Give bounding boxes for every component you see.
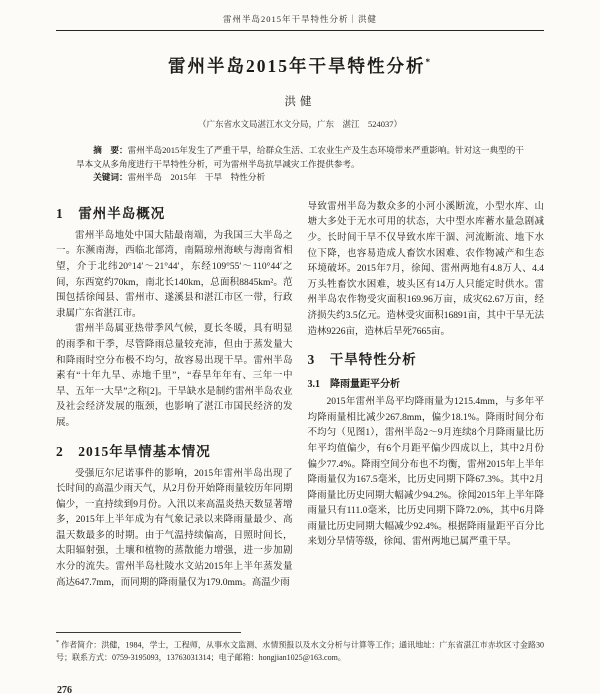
abstract-text: 雷州半岛2015年发生了严重干旱，给群众生活、工农业生产及生态环境带来严重影响。针对这一典型的干旱本文从多角度进行干旱特性分析，可为雷州半岛抗旱减灾工作提供参考。 <box>76 145 524 169</box>
running-header <box>0 0 600 25</box>
section-3-heading: 3 干旱特性分析 <box>307 352 417 368</box>
section-1-paragraph-1: 雷州半岛地处中国大陆最南端，为我国三大半岛之一。东濒南海，西临北部湾，南隔琼州海峡与海南省相望，介于北纬20°14′～21°44′，东经109°55′～110°44′之间，东西宽约70km，南北长140km，总面积8845km²。范围包括徐闻县、雷州市、遂溪县和湛江市区一带，行政隶属广东省湛江市。 <box>56 230 293 319</box>
two-column-body <box>56 200 544 624</box>
keywords-label: 关键词： <box>93 172 128 183</box>
abstract-block <box>76 144 524 185</box>
header-divider <box>56 30 544 31</box>
section-2-paragraph-2: 导致雷州半岛为数众多的小河小溪断流，小型水库、山塘大多处于无水可用的状态，大中型水库蓄水量急剧减少。长时间干旱不仅导致水库干涸、河流断流、地下水位下降，也容易造成人畜饮水困难、农作物减产和生态环境破坏。2015年7月，徐闻、雷州两地有4.8万人、4.4万头牲畜饮水困难，坡头区有14万人只能定时供水。雷州半岛农作物受灾面积169.96万亩，成灾62.67万亩，经济损失约3.5亿元。造林受灾面积16891亩，其中干旱无法造林9226亩，造林后旱死7665亩。 <box>307 201 544 337</box>
section-3-1-heading: 3.1 降雨量距平分析 <box>307 379 400 391</box>
section-1-paragraph-2: 雷州半岛属亚热带季风气候，夏长冬暖，具有明显的雨季和干季，尽管降雨总量较充沛，但由于蒸发量大和降雨时空分布极不均匀，故容易出现干旱。雷州半岛素有“十年九旱、赤地千里”，“春旱年年有、三年一中旱、五年一大旱”之称[2]。干旱缺水是制约雷州半岛农业及社会经济发展的瓶颈，也影响了湛江市国民经济的发展。 <box>56 324 293 428</box>
section-2-heading: 2 2015年旱情基本情况 <box>56 443 211 459</box>
running-header-text: 雷州半岛2015年干旱特性分析｜洪健 <box>222 14 377 24</box>
author-name: 洪健 <box>284 96 316 108</box>
abstract-label: 摘 要： <box>93 145 128 155</box>
author-affiliation: （广东省水文局湛江水文分局，广东 湛江 524037） <box>197 119 402 129</box>
footnote-divider <box>56 632 241 633</box>
left-column <box>56 200 293 624</box>
section-1-heading: 1 雷州半岛概况 <box>56 205 166 221</box>
page-content <box>56 53 544 624</box>
footnote-area <box>56 632 544 665</box>
section-2-paragraph-1: 受强厄尔尼诺事件的影响，2015年雷州半岛出现了长时间的高温少雨天气，从2月份开始降雨量较历年同期偏少，一直持续到9月份。入汛以来高温炎热天数显著增多，2015年上半年成为有气象记录以来降雨量最少、高温天数最多的时期。由于气温持续偏高，日照时间长，太阳辐射强，土壤和植物的蒸散能力增强，进一步加剧水分的流失。雷州半岛杜陵水文站2015年上半年蒸发量高达647.7mm，而同期的降雨量仅为179.0mm。高温少雨 <box>56 468 293 588</box>
paper-title-text: 雷州半岛2015年干旱特性分析 <box>168 56 426 76</box>
footnote-text: 作者简介：洪健，1984，学士，工程师，从事水文监测、水情预报以及水文分析与计算等工作；通讯地址：广东省湛江市赤坎区寸金路30号；联系方式：0759-3195093，13763031314；电子邮箱：hongjian1025@163.com。 <box>56 640 545 663</box>
title-footnote-mark: * <box>425 57 432 68</box>
footnote <box>56 637 544 665</box>
footnote-marker: * <box>56 640 59 646</box>
right-column <box>308 200 545 624</box>
section-3-1-paragraph-1: 2015年雷州半岛平均降雨量为1215.4mm，与多年平均降雨量相比减少267.8mm，偏少18.1%。降雨时间分布不均匀（见图1），雷州半岛2～9月连续8个月降雨量比历年平均值偏少，有6个月距平偏少四成以上，其中2月份偏少77.4%。降雨空间分布也不均衡，雷州2015年上半年降雨量仅为167.5毫米，比历史同期下降67.3%。其中2月降雨量比历史同期大幅减少94.2%。徐闻2015年上半年降雨量只有111.0毫米，比历史同期下降72.0%，其中6月降雨量比历史同期大幅减少92.4%。根据降雨量距平百分比来划分旱情等级，徐闻、雷州两地已属严重干旱。 <box>307 397 544 548</box>
page-number: 276 <box>57 685 72 694</box>
paper-title <box>56 53 544 78</box>
keywords-line <box>76 171 524 185</box>
keywords-text: 雷州半岛 2015年 干旱 特性分析 <box>127 172 266 183</box>
abstract-paragraph <box>76 144 524 171</box>
